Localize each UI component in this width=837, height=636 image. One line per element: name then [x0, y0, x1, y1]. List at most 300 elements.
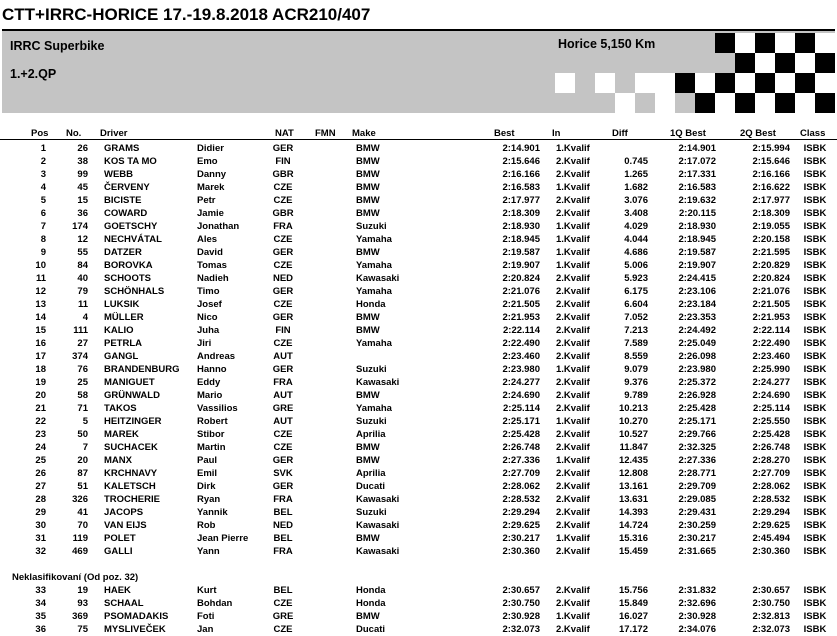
cell-diff: 3.076	[624, 195, 648, 206]
cell-no: 84	[77, 260, 88, 271]
cell-last: GANGL	[104, 351, 139, 362]
cell-in: 2.Kvalif	[556, 468, 590, 479]
cell-best: 2:19.907	[502, 260, 540, 271]
cell-diff: 6.175	[624, 286, 648, 297]
col-class-header: Class	[800, 128, 826, 139]
cell-q2: 2:29.294	[752, 507, 790, 518]
cell-last: KALIO	[104, 325, 134, 336]
cell-pos: 13	[35, 299, 46, 310]
checker-square	[735, 93, 755, 113]
cell-make: BMW	[356, 325, 380, 336]
cell-q1: 2:24.492	[678, 325, 716, 336]
col-diff-header: Diff	[612, 128, 628, 139]
cell-q2: 2:16.166	[752, 169, 790, 180]
cell-first: Emo	[197, 156, 218, 167]
cell-cls: ISBK	[803, 520, 827, 531]
cell-nat: SVK	[273, 468, 293, 479]
checker-square	[795, 33, 815, 53]
cell-first: Vassilios	[197, 403, 238, 414]
cell-make: Kawasaki	[356, 520, 400, 531]
cell-no: 369	[72, 611, 88, 622]
checker-square	[815, 53, 835, 73]
checker-square	[755, 53, 775, 73]
cell-best: 2:21.953	[502, 312, 540, 323]
cell-diff: 14.724	[618, 520, 648, 531]
cell-no: 27	[77, 338, 88, 349]
cell-nat: NED	[272, 273, 294, 284]
cell-in: 2.Kvalif	[556, 520, 590, 531]
cell-last: ČERVENY	[104, 182, 150, 193]
cell-make: BMW	[356, 533, 380, 544]
cell-cls: ISBK	[803, 221, 827, 232]
cell-first: Ryan	[197, 494, 221, 505]
cell-q2: 2:22.114	[753, 325, 790, 336]
col-fmn-header: FMN	[315, 128, 336, 139]
table-row	[0, 350, 837, 363]
cell-best: 2:19.587	[502, 247, 540, 258]
table-row	[0, 454, 837, 467]
cell-no: 55	[77, 247, 88, 258]
cell-pos: 8	[40, 234, 46, 245]
cell-make: Aprilia	[356, 468, 386, 479]
table-row	[0, 246, 837, 259]
cell-cls: ISBK	[803, 390, 827, 401]
cell-in: 2.Kvalif	[556, 325, 590, 336]
cell-no: 38	[77, 156, 88, 167]
cell-cls: ISBK	[803, 533, 827, 544]
cell-best: 2:17.977	[502, 195, 540, 206]
cell-diff: 10.213	[618, 403, 648, 414]
table-row	[0, 324, 837, 337]
cell-last: NECHVÁTAL	[104, 234, 162, 245]
cell-no: 26	[77, 143, 88, 154]
cell-diff: 17.172	[618, 624, 648, 635]
cell-best: 2:16.583	[502, 182, 540, 193]
table-row	[0, 337, 837, 350]
cell-q1: 2:17.072	[678, 156, 716, 167]
cell-last: HAEK	[104, 585, 131, 596]
cell-in: 2.Kvalif	[556, 624, 590, 635]
cell-make: Yamaha	[356, 260, 392, 271]
checker-square	[755, 33, 775, 53]
cell-best: 2:29.625	[502, 520, 540, 531]
cell-no: 87	[77, 468, 88, 479]
cell-pos: 12	[35, 286, 46, 297]
cell-in: 1.Kvalif	[556, 611, 590, 622]
session-header	[2, 29, 835, 113]
cell-best: 2:24.690	[502, 390, 540, 401]
cell-cls: ISBK	[803, 416, 827, 427]
cell-no: 174	[72, 221, 88, 232]
cell-diff: 10.270	[618, 416, 648, 427]
cell-pos: 1	[40, 143, 46, 154]
cell-q2: 2:28.062	[752, 481, 790, 492]
cell-last: BICISTE	[104, 195, 142, 206]
cell-first: Jiri	[197, 338, 212, 349]
cell-last: JACOPS	[104, 507, 144, 518]
cell-cls: ISBK	[803, 598, 827, 609]
cell-first: Eddy	[197, 377, 221, 388]
cell-nat: GER	[272, 143, 294, 154]
table-row	[0, 311, 837, 324]
cell-make: Yamaha	[356, 286, 392, 297]
cell-best: 2:32.073	[502, 624, 540, 635]
cell-diff: 14.393	[618, 507, 648, 518]
cell-cls: ISBK	[803, 585, 827, 596]
cell-in: 1.Kvalif	[556, 182, 590, 193]
cell-first: Josef	[197, 299, 222, 310]
cell-q2: 2:19.055	[752, 221, 790, 232]
cell-cls: ISBK	[803, 403, 827, 414]
cell-in: 1.Kvalif	[556, 533, 590, 544]
table-row	[0, 207, 837, 220]
cell-pos: 14	[35, 312, 46, 323]
cell-q2: 2:32.813	[752, 611, 790, 622]
checker-square	[775, 93, 795, 113]
cell-q1: 2:14.901	[678, 143, 716, 154]
cell-no: 75	[77, 624, 88, 635]
cell-make: Honda	[356, 598, 386, 609]
cell-pos: 7	[40, 221, 46, 232]
cell-q2: 2:21.953	[752, 312, 790, 323]
cell-q2: 2:20.829	[752, 260, 790, 271]
cell-in: 2.Kvalif	[556, 585, 590, 596]
cell-no: 20	[77, 455, 88, 466]
cell-diff: 15.756	[618, 585, 648, 596]
cell-cls: ISBK	[803, 377, 827, 388]
cell-nat: CZE	[273, 234, 293, 245]
cell-cls: ISBK	[803, 364, 827, 375]
cell-diff: 12.808	[618, 468, 648, 479]
cell-first: Jean Pierre	[197, 533, 249, 544]
checker-square	[775, 73, 795, 93]
cell-q1: 2:27.336	[678, 455, 716, 466]
col-no-header: No.	[66, 128, 82, 139]
cell-q1: 2:25.428	[678, 403, 716, 414]
cell-no: 25	[77, 377, 88, 388]
table-row	[0, 389, 837, 402]
cell-last: SCHÖNHALS	[104, 286, 165, 297]
table-row	[0, 467, 837, 480]
cell-q2: 2:32.073	[752, 624, 790, 635]
cell-in: 2.Kvalif	[556, 377, 590, 388]
cell-in: 2.Kvalif	[556, 390, 590, 401]
cell-best: 2:29.294	[502, 507, 540, 518]
cell-cls: ISBK	[803, 429, 827, 440]
cell-last: BOROVKA	[104, 260, 153, 271]
checker-square	[715, 33, 735, 53]
cell-cls: ISBK	[803, 624, 827, 635]
cell-make: Suzuki	[356, 507, 387, 518]
cell-first: Juha	[197, 325, 220, 336]
cell-cls: ISBK	[803, 338, 827, 349]
cell-nat: GER	[272, 312, 294, 323]
cell-nat: AUT	[273, 416, 293, 427]
cell-q2: 2:30.657	[752, 585, 790, 596]
cell-in: 2.Kvalif	[556, 403, 590, 414]
cell-q1: 2:17.331	[678, 169, 716, 180]
cell-cls: ISBK	[803, 286, 827, 297]
cell-in: 2.Kvalif	[556, 442, 590, 453]
cell-q1: 2:32.325	[678, 442, 716, 453]
checker-square	[735, 73, 755, 93]
col-in-header: In	[552, 128, 561, 139]
table-row	[0, 532, 837, 545]
cell-pos: 22	[35, 416, 46, 427]
cell-in: 1.Kvalif	[556, 234, 590, 245]
cell-first: Stibor	[197, 429, 225, 440]
cell-best: 2:16.166	[502, 169, 540, 180]
cell-q1: 2:20.115	[679, 208, 716, 219]
checker-square	[655, 93, 675, 113]
table-row	[0, 584, 837, 597]
cell-last: SCHAAL	[104, 598, 144, 609]
checker-square	[775, 33, 795, 53]
cell-pos: 2	[40, 156, 46, 167]
cell-cls: ISBK	[803, 260, 827, 271]
table-row	[0, 142, 837, 155]
cell-nat: CZE	[273, 260, 293, 271]
checker-square	[795, 53, 815, 73]
page-title: CTT+IRRC-HORICE 17.-19.8.2018 ACR210/407	[2, 5, 371, 24]
cell-best: 2:21.076	[502, 286, 540, 297]
checker-square	[755, 73, 775, 93]
cell-pos: 11	[35, 273, 46, 284]
checker-square	[795, 93, 815, 113]
cell-cls: ISBK	[803, 169, 827, 180]
cell-best: 2:30.360	[502, 546, 540, 557]
cell-q1: 2:16.583	[678, 182, 716, 193]
cell-no: 45	[77, 182, 88, 193]
cell-make: Honda	[356, 299, 386, 310]
cell-q1: 2:32.696	[678, 598, 716, 609]
cell-first: Nadieh	[197, 273, 229, 284]
cell-q2: 2:24.277	[752, 377, 790, 388]
cell-last: WEBB	[104, 169, 134, 180]
checker-square	[755, 93, 775, 113]
cell-last: MAREK	[104, 429, 139, 440]
cell-no: 51	[77, 481, 88, 492]
cell-first: Foti	[197, 611, 215, 622]
cell-last: VAN EIJS	[104, 520, 147, 531]
cell-no: 15	[77, 195, 88, 206]
cell-cls: ISBK	[803, 156, 827, 167]
cell-best: 2:27.709	[502, 468, 540, 479]
cell-cls: ISBK	[803, 273, 827, 284]
cell-pos: 15	[35, 325, 46, 336]
cell-nat: GRE	[272, 403, 294, 414]
checker-square	[815, 93, 835, 113]
cell-q1: 2:29.431	[678, 507, 716, 518]
table-row	[0, 363, 837, 376]
cell-q1: 2:28.771	[678, 468, 716, 479]
cell-nat: FRA	[273, 221, 293, 232]
cell-no: 5	[82, 416, 88, 427]
cell-q1: 2:23.353	[678, 312, 716, 323]
cell-q2: 2:22.490	[752, 338, 790, 349]
cell-no: 41	[77, 507, 88, 518]
table-row	[0, 428, 837, 441]
cell-pos: 21	[35, 403, 46, 414]
cell-pos: 24	[35, 442, 46, 453]
table-row	[0, 493, 837, 506]
cell-best: 2:25.114	[503, 403, 540, 414]
cell-nat: FRA	[273, 494, 293, 505]
cell-diff: 4.686	[624, 247, 648, 258]
cell-last: MYSLIVEČEK	[104, 624, 166, 635]
checker-square	[615, 93, 635, 113]
cell-in: 2.Kvalif	[556, 299, 590, 310]
cell-in: 2.Kvalif	[556, 208, 590, 219]
cell-first: David	[197, 247, 223, 258]
cell-q2: 2:30.750	[752, 598, 790, 609]
cell-nat: GER	[272, 455, 294, 466]
cell-q1: 2:26.928	[678, 390, 716, 401]
cell-last: GALLI	[104, 546, 133, 557]
cell-q1: 2:29.085	[678, 494, 716, 505]
cell-make: BMW	[356, 208, 380, 219]
cell-diff: 1.682	[624, 182, 648, 193]
cell-q1: 2:24.415	[678, 273, 716, 284]
cell-pos: 3	[40, 169, 46, 180]
table-row	[0, 181, 837, 194]
cell-pos: 31	[35, 533, 46, 544]
cell-best: 2:18.945	[502, 234, 540, 245]
cell-best: 2:30.750	[502, 598, 540, 609]
cell-pos: 25	[35, 455, 46, 466]
cell-last: MÜLLER	[104, 312, 144, 323]
cell-diff: 7.589	[624, 338, 648, 349]
cell-q1: 2:30.259	[678, 520, 716, 531]
cell-last: GRÜNWALD	[104, 390, 160, 401]
cell-q2: 2:15.994	[752, 143, 790, 154]
cell-last: HEITZINGER	[104, 416, 162, 427]
cell-last: POLET	[104, 533, 136, 544]
cell-first: Kurt	[197, 585, 217, 596]
cell-nat: FIN	[275, 156, 291, 167]
cell-cls: ISBK	[803, 494, 827, 505]
checker-square	[735, 33, 755, 53]
cell-first: Robert	[197, 416, 228, 427]
cell-make: BMW	[356, 195, 380, 206]
cell-first: Jan	[197, 624, 214, 635]
cell-first: Petr	[197, 195, 216, 206]
cell-make: Suzuki	[356, 364, 387, 375]
cell-best: 2:30.657	[502, 585, 540, 596]
col-q1-header: 1Q Best	[670, 128, 706, 139]
cell-last: KRCHNAVY	[104, 468, 158, 479]
cell-best: 2:18.930	[502, 221, 540, 232]
cell-nat: GRE	[272, 611, 294, 622]
cell-nat: CZE	[273, 429, 293, 440]
cell-make: Yamaha	[356, 338, 392, 349]
track-info: Horice 5,150 Km	[558, 37, 656, 51]
cell-nat: FIN	[275, 325, 291, 336]
cell-in: 2.Kvalif	[556, 286, 590, 297]
cell-q1: 2:18.930	[678, 221, 716, 232]
cell-last: COWARD	[104, 208, 148, 219]
cell-q2: 2:21.595	[752, 247, 790, 258]
table-row	[0, 220, 837, 233]
cell-q1: 2:29.709	[678, 481, 716, 492]
session-name: 1.+2.QP	[10, 67, 57, 81]
cell-nat: GER	[272, 364, 294, 375]
cell-make: Yamaha	[356, 403, 392, 414]
cell-first: Marek	[197, 182, 225, 193]
cell-diff: 5.006	[624, 260, 648, 271]
cell-q1: 2:29.766	[678, 429, 716, 440]
cell-nat: CZE	[273, 195, 293, 206]
cell-diff: 4.044	[624, 234, 648, 245]
cell-in: 2.Kvalif	[556, 312, 590, 323]
cell-nat: BEL	[273, 507, 293, 518]
cell-make: Kawasaki	[356, 273, 400, 284]
checker-square	[695, 93, 715, 113]
cell-best: 2:21.505	[502, 299, 540, 310]
cell-no: 326	[72, 494, 88, 505]
table-row	[0, 610, 837, 623]
cell-pos: 26	[35, 468, 46, 479]
cell-q1: 2:19.907	[678, 260, 716, 271]
cell-q2: 2:25.990	[752, 364, 790, 375]
cell-diff: 9.376	[624, 377, 648, 388]
cell-last: BRANDENBURG	[104, 364, 180, 375]
cell-best: 2:25.171	[502, 416, 540, 427]
cell-best: 2:15.646	[502, 156, 540, 167]
cell-make: Honda	[356, 585, 386, 596]
col-pos-header: Pos	[31, 128, 49, 139]
cell-nat: CZE	[273, 598, 293, 609]
cell-nat: NED	[272, 520, 294, 531]
cell-in: 1.Kvalif	[556, 143, 590, 154]
cell-pos: 18	[35, 364, 46, 375]
table-row	[0, 168, 837, 181]
cell-q1: 2:30.217	[678, 533, 716, 544]
table-row	[0, 376, 837, 389]
cell-diff: 0.745	[624, 156, 648, 167]
cell-cls: ISBK	[803, 208, 827, 219]
cell-in: 2.Kvalif	[556, 507, 590, 518]
cell-first: Paul	[197, 455, 218, 466]
cell-diff: 3.408	[624, 208, 648, 219]
cell-q2: 2:23.460	[752, 351, 790, 362]
cell-q2: 2:20.824	[752, 273, 790, 284]
cell-cls: ISBK	[803, 481, 827, 492]
cell-make: Aprilia	[356, 429, 386, 440]
cell-best: 2:27.336	[502, 455, 540, 466]
cell-first: Danny	[197, 169, 227, 180]
cell-nat: GER	[272, 286, 294, 297]
cell-last: KOS TA MO	[104, 156, 157, 167]
cell-no: 40	[77, 273, 88, 284]
cell-nat: AUT	[273, 351, 293, 362]
cell-cls: ISBK	[803, 182, 827, 193]
cell-pos: 23	[35, 429, 46, 440]
cell-q1: 2:30.928	[678, 611, 716, 622]
table-row	[0, 298, 837, 311]
cell-q1: 2:31.665	[678, 546, 716, 557]
cell-q2: 2:21.505	[752, 299, 790, 310]
col-nat-header: NAT	[275, 128, 294, 139]
table-row	[0, 155, 837, 168]
cell-last: SCHOOTS	[104, 273, 151, 284]
checker-square	[595, 73, 615, 93]
cell-best: 2:28.532	[502, 494, 540, 505]
cell-best: 2:30.217	[502, 533, 540, 544]
cell-nat: CZE	[273, 442, 293, 453]
cell-pos: 10	[35, 260, 46, 271]
cell-nat: BEL	[273, 533, 293, 544]
